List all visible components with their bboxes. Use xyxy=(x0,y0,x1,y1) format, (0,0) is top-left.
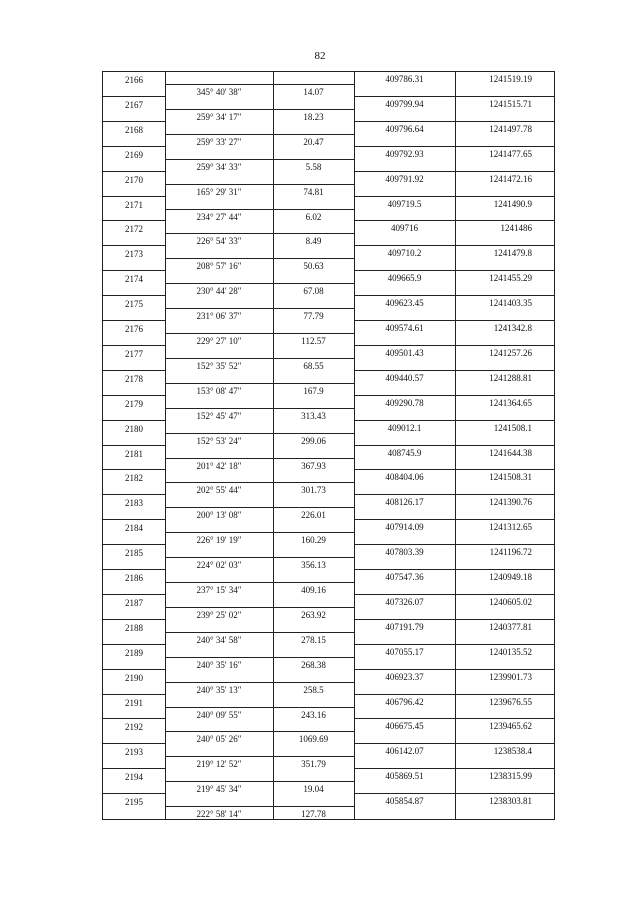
table-row xyxy=(103,408,554,446)
point-number: 2179 xyxy=(125,398,143,409)
row-divider xyxy=(103,220,165,221)
bearing-angle: 222° 58' 14" xyxy=(196,809,242,820)
point-number: 2172 xyxy=(125,224,143,235)
table-row xyxy=(103,433,554,471)
row-divider xyxy=(354,619,554,620)
distance-value: 74.81 xyxy=(303,186,324,197)
coordinates-table xyxy=(102,71,555,820)
row-divider xyxy=(354,544,554,545)
coordinate-y: 1238315.99 xyxy=(489,771,532,782)
coordinate-y-cell xyxy=(455,298,554,308)
point-number: 2180 xyxy=(125,423,143,434)
coordinate-x: 407803.39 xyxy=(385,547,424,558)
coordinate-y: 1241312.65 xyxy=(489,522,532,533)
row-divider xyxy=(103,445,165,446)
row-divider xyxy=(354,669,554,670)
distance-value: 67.08 xyxy=(303,286,324,297)
table-row xyxy=(103,607,554,645)
bearing-angle: 259° 33' 27" xyxy=(196,136,242,147)
bearing-angle: 345° 40' 38" xyxy=(196,87,242,97)
coordinate-y: 1240949.18 xyxy=(489,572,532,582)
coordinate-y: 1241519.19 xyxy=(489,74,532,84)
distance-value: 268.38 xyxy=(301,659,326,670)
coordinate-y-cell xyxy=(455,796,554,806)
coordinate-x: 405854.87 xyxy=(385,796,424,807)
point-number: 2182 xyxy=(125,473,143,484)
bearing-angle: 219° 12' 52" xyxy=(196,759,242,770)
row-divider xyxy=(354,320,554,321)
distance-value: 5.58 xyxy=(305,161,322,172)
coordinate-x: 408126.17 xyxy=(385,497,424,508)
distance-value: 1069.69 xyxy=(298,734,329,745)
point-number: 2189 xyxy=(125,647,143,658)
row-divider xyxy=(103,345,165,346)
bearing-angle: 240° 05' 26" xyxy=(196,734,242,745)
distance-value: 6.02 xyxy=(305,211,322,222)
bearing-angle: 208° 57' 16" xyxy=(196,261,242,272)
coordinate-y: 1241477.65 xyxy=(489,148,532,159)
table-row xyxy=(103,358,554,396)
coordinate-x: 406142.07 xyxy=(385,746,424,757)
row-divider xyxy=(103,96,165,97)
row-divider xyxy=(354,743,554,744)
point-number: 2193 xyxy=(125,747,143,758)
coordinate-y-cell xyxy=(455,223,554,233)
distance-value: 160.29 xyxy=(301,535,326,546)
coordinate-y: 1238303.81 xyxy=(489,796,532,807)
table-row xyxy=(103,657,554,695)
coordinate-x: 409719.5 xyxy=(387,198,422,209)
bearing-angle: 234° 27' 44" xyxy=(196,211,242,222)
distance-value: 8.49 xyxy=(305,236,322,247)
point-number: 2168 xyxy=(125,124,143,135)
coordinate-x: 408745.9 xyxy=(387,447,422,458)
row-divider xyxy=(103,420,165,421)
coordinate-x: 409796.64 xyxy=(385,123,424,134)
point-number: 2195 xyxy=(125,797,143,808)
row-divider xyxy=(354,569,554,570)
point-number: 2186 xyxy=(125,573,143,583)
coordinate-y: 1241472.16 xyxy=(489,173,532,184)
row-divider xyxy=(103,519,165,520)
coordinate-y-cell xyxy=(455,472,554,482)
coordinate-y: 1241486 xyxy=(500,223,532,234)
row-divider xyxy=(354,469,554,470)
distance-value: 226.01 xyxy=(301,510,326,521)
point-number: 2191 xyxy=(125,697,143,708)
row-divider xyxy=(354,345,554,346)
bearing-angle: 165° 29' 31" xyxy=(196,186,242,197)
coordinate-y-cell xyxy=(455,497,554,507)
coordinate-y-cell xyxy=(455,99,554,109)
row-divider xyxy=(103,569,165,570)
row-divider xyxy=(354,445,554,446)
row-divider xyxy=(354,146,554,147)
row-divider xyxy=(354,270,554,271)
coordinate-y-cell xyxy=(455,149,554,159)
bearing-angle: 231° 06' 37" xyxy=(196,311,242,322)
table-row xyxy=(103,383,554,421)
coordinate-y: 1240135.52 xyxy=(489,646,532,657)
coordinate-y: 1241364.65 xyxy=(489,397,532,408)
coordinate-y: 1238538.4 xyxy=(493,746,532,757)
bearing-angle: 226° 54' 33" xyxy=(196,236,242,247)
table-row xyxy=(103,706,554,745)
coordinate-y: 1241479.8 xyxy=(493,248,532,259)
coordinate-x: 409710.2 xyxy=(387,248,422,259)
row-divider xyxy=(354,96,554,97)
point-number: 2171 xyxy=(125,199,143,210)
coordinate-x: 409786.31 xyxy=(385,74,424,84)
bearing-angle: 259° 34' 17" xyxy=(196,111,242,122)
coordinate-y: 1241403.35 xyxy=(489,298,532,309)
distance-value: 278.15 xyxy=(301,634,326,645)
bearing-angle: 152° 45' 47" xyxy=(196,410,242,421)
row-divider xyxy=(354,768,554,769)
coordinate-y-cell xyxy=(455,647,554,657)
coordinate-y-cell xyxy=(455,622,554,632)
row-divider xyxy=(354,644,554,645)
table-row xyxy=(103,283,554,322)
coordinate-x: 409716 xyxy=(391,223,418,234)
bearing-angle: 219° 45' 34" xyxy=(196,784,242,795)
coordinate-x: 409623.45 xyxy=(385,298,424,309)
coordinate-y: 1239465.62 xyxy=(489,721,532,732)
row-divider xyxy=(103,270,165,271)
table-row xyxy=(103,632,554,670)
point-number: 2177 xyxy=(125,348,143,359)
row-divider xyxy=(103,669,165,670)
coordinate-x: 407547.36 xyxy=(385,572,424,582)
bearing-angle: 239° 25' 02" xyxy=(196,609,242,620)
coordinate-x: 406923.37 xyxy=(385,671,424,682)
table-row xyxy=(103,781,554,820)
table-row xyxy=(103,233,554,272)
coordinate-x: 409665.9 xyxy=(387,273,422,284)
coordinate-y-cell xyxy=(455,547,554,557)
bearing-angle: 259° 34' 33" xyxy=(196,161,242,172)
point-number: 2187 xyxy=(125,597,143,608)
coordinate-x: 408404.06 xyxy=(385,472,424,483)
coordinate-y: 1239901.73 xyxy=(489,671,532,682)
coordinate-y-cell xyxy=(455,348,554,358)
table-row xyxy=(103,756,554,795)
coordinate-x: 409012.1 xyxy=(387,422,422,433)
row-divider xyxy=(103,644,165,645)
coordinate-x: 409799.94 xyxy=(385,98,424,109)
row-divider xyxy=(103,743,165,744)
row-divider xyxy=(354,494,554,495)
bearing-angle: 229° 27' 10" xyxy=(196,336,242,346)
bearing-angle: 202° 55' 44" xyxy=(196,485,242,496)
coordinate-y-cell xyxy=(455,697,554,707)
bearing-angle: 240° 35' 13" xyxy=(196,684,242,695)
table-row xyxy=(103,84,554,122)
coordinate-y-cell xyxy=(455,248,554,258)
coordinate-x: 407326.07 xyxy=(385,596,424,607)
coordinate-y-cell xyxy=(455,423,554,433)
point-number: 2194 xyxy=(125,772,143,783)
row-divider xyxy=(354,245,554,246)
table-row xyxy=(103,582,554,620)
point-number: 2173 xyxy=(125,249,143,260)
point-number: 2192 xyxy=(125,722,143,733)
row-divider xyxy=(103,370,165,371)
coordinate-x: 409290.78 xyxy=(385,397,424,408)
point-number: 2170 xyxy=(125,174,143,185)
bearing-angle: 201° 42' 18" xyxy=(196,460,242,471)
coordinate-y: 1241515.71 xyxy=(489,98,532,109)
row-divider xyxy=(103,594,165,595)
table-row xyxy=(103,59,554,97)
coordinate-y-cell xyxy=(455,746,554,756)
bearing-angle: 237° 15' 34" xyxy=(196,585,242,595)
row-divider xyxy=(103,544,165,545)
distance-value: 167.9 xyxy=(303,385,324,396)
row-divider xyxy=(354,121,554,122)
point-number: 2181 xyxy=(125,448,143,459)
bearing-angle: 200° 13' 08" xyxy=(196,510,242,521)
distance-value: 367.93 xyxy=(301,460,326,471)
coordinate-y-cell xyxy=(455,721,554,731)
point-number: 2188 xyxy=(125,622,143,633)
point-number: 2184 xyxy=(125,523,143,534)
row-divider xyxy=(103,196,165,197)
coordinate-y-cell xyxy=(455,448,554,458)
row-divider xyxy=(103,146,165,147)
coordinate-y-cell xyxy=(455,373,554,383)
table-row xyxy=(103,308,554,346)
row-divider xyxy=(354,519,554,520)
table-row xyxy=(103,109,554,147)
coordinate-x: 405869.51 xyxy=(385,771,424,782)
distance-value: 299.06 xyxy=(301,435,326,446)
point-number: 2169 xyxy=(125,149,143,160)
distance-value: 409.16 xyxy=(301,585,326,595)
row-divider xyxy=(103,245,165,246)
coordinate-x: 409791.92 xyxy=(385,173,424,184)
coordinate-y: 1241257.26 xyxy=(489,347,532,358)
bearing-angle: 152° 53' 24" xyxy=(196,435,242,446)
coordinate-y-cell xyxy=(455,572,554,582)
bearing-angle: 224° 02' 03" xyxy=(196,560,242,571)
distance-value: 14.07 xyxy=(303,87,324,97)
coordinate-y: 1239676.55 xyxy=(489,696,532,707)
coordinate-y-cell xyxy=(455,323,554,333)
coordinate-y-cell xyxy=(455,522,554,532)
coordinate-y-cell xyxy=(455,771,554,781)
row-divider xyxy=(354,718,554,719)
table-row xyxy=(103,333,554,371)
row-divider xyxy=(103,395,165,396)
point-number: 2185 xyxy=(125,548,143,559)
coordinate-y-cell xyxy=(455,124,554,134)
coordinate-x: 407914.09 xyxy=(385,522,424,533)
row-divider xyxy=(354,196,554,197)
row-divider xyxy=(103,320,165,321)
coordinate-y: 1241390.76 xyxy=(489,497,532,508)
bearing-angle: 226° 19' 19" xyxy=(196,535,242,546)
distance-value: 68.55 xyxy=(303,360,324,371)
row-divider xyxy=(354,395,554,396)
row-divider xyxy=(103,494,165,495)
coordinate-y: 1241196.72 xyxy=(489,547,532,558)
row-divider xyxy=(354,171,554,172)
point-number: 2174 xyxy=(125,274,143,285)
distance-value: 20.47 xyxy=(303,136,324,147)
table-row xyxy=(103,184,554,222)
point-number: 2178 xyxy=(125,373,143,384)
distance-value: 313.43 xyxy=(301,410,326,421)
row-divider xyxy=(103,121,165,122)
table-row xyxy=(103,682,554,720)
table-row xyxy=(103,457,554,496)
coordinate-y: 1241644.38 xyxy=(489,447,532,458)
row-divider xyxy=(103,619,165,620)
page-number: 82 xyxy=(314,50,326,62)
coordinate-x: 406796.42 xyxy=(385,696,424,707)
row-divider xyxy=(103,793,165,794)
point-number: 2190 xyxy=(125,672,143,683)
coordinate-y: 1241508.31 xyxy=(489,472,532,483)
row-divider xyxy=(354,370,554,371)
distance-value: 258.5 xyxy=(303,684,324,695)
row-divider xyxy=(103,694,165,695)
table-row xyxy=(103,532,554,571)
distance-value: 263.92 xyxy=(301,609,326,620)
bearing-angle: 240° 35' 16" xyxy=(196,659,242,670)
coordinate-y-cell xyxy=(455,398,554,408)
coordinate-x: 407191.79 xyxy=(385,621,424,632)
row-divider xyxy=(354,594,554,595)
row-divider xyxy=(354,793,554,794)
coordinate-x: 407055.17 xyxy=(385,646,424,657)
coordinate-x: 409792.93 xyxy=(385,148,424,159)
row-divider xyxy=(103,768,165,769)
coordinate-y: 1241497.78 xyxy=(489,123,532,134)
table-row xyxy=(103,208,554,247)
distance-value: 127.78 xyxy=(301,809,326,820)
point-number: 2183 xyxy=(125,498,143,509)
distance-value: 112.57 xyxy=(301,336,326,346)
distance-value: 50.63 xyxy=(303,261,324,272)
row-divider xyxy=(354,220,554,221)
row-divider xyxy=(103,469,165,470)
table-row xyxy=(103,731,554,770)
row-divider xyxy=(354,295,554,296)
row-divider xyxy=(103,718,165,719)
coordinate-y: 1241288.81 xyxy=(489,372,532,383)
point-number: 2166 xyxy=(125,75,143,85)
distance-value: 351.79 xyxy=(301,759,326,770)
bearing-angle: 152° 35' 52" xyxy=(196,360,242,371)
table-row xyxy=(103,482,554,521)
coordinate-x: 409574.61 xyxy=(385,323,424,333)
coordinate-y-cell xyxy=(455,597,554,607)
bearing-angle: 240° 34' 58" xyxy=(196,634,242,645)
coordinate-y: 1241490.9 xyxy=(493,198,532,209)
row-divider xyxy=(354,694,554,695)
table-row xyxy=(103,258,554,297)
distance-value: 77.79 xyxy=(303,311,324,322)
coordinate-x: 409440.57 xyxy=(385,372,424,383)
distance-value: 243.16 xyxy=(301,709,326,720)
row-divider xyxy=(354,420,554,421)
coordinate-y-cell xyxy=(455,199,554,209)
distance-value: 356.13 xyxy=(301,560,326,571)
bearing-angle: 153° 08' 47" xyxy=(196,385,242,396)
distance-value: 301.73 xyxy=(301,485,326,496)
table-row xyxy=(103,557,554,595)
row-divider xyxy=(103,295,165,296)
coordinate-x: 409501.43 xyxy=(385,347,424,358)
table-row xyxy=(103,507,554,546)
coordinate-y: 1241455.29 xyxy=(489,273,532,284)
row-divider xyxy=(165,806,354,807)
coordinate-y: 1241508.1 xyxy=(493,422,532,433)
coordinate-x: 406675.45 xyxy=(385,721,424,732)
coordinate-y-cell xyxy=(455,174,554,184)
coordinate-y: 1241342.8 xyxy=(493,323,532,333)
distance-value: 19.04 xyxy=(303,784,324,795)
distance-value: 18.23 xyxy=(303,111,324,122)
point-number: 2176 xyxy=(125,324,143,334)
point-number: 2175 xyxy=(125,299,143,310)
table-row xyxy=(103,159,554,197)
coordinate-y: 1240605.02 xyxy=(489,596,532,607)
table-row xyxy=(103,134,554,172)
row-divider xyxy=(103,171,165,172)
bearing-angle: 230° 44' 28" xyxy=(196,286,242,297)
point-number: 2167 xyxy=(125,99,143,110)
coordinate-y-cell xyxy=(455,273,554,283)
bearing-angle: 240° 09' 55" xyxy=(196,709,242,720)
coordinate-y-cell xyxy=(455,672,554,682)
coordinate-y: 1240377.81 xyxy=(489,621,532,632)
coordinate-y-cell xyxy=(455,74,554,84)
